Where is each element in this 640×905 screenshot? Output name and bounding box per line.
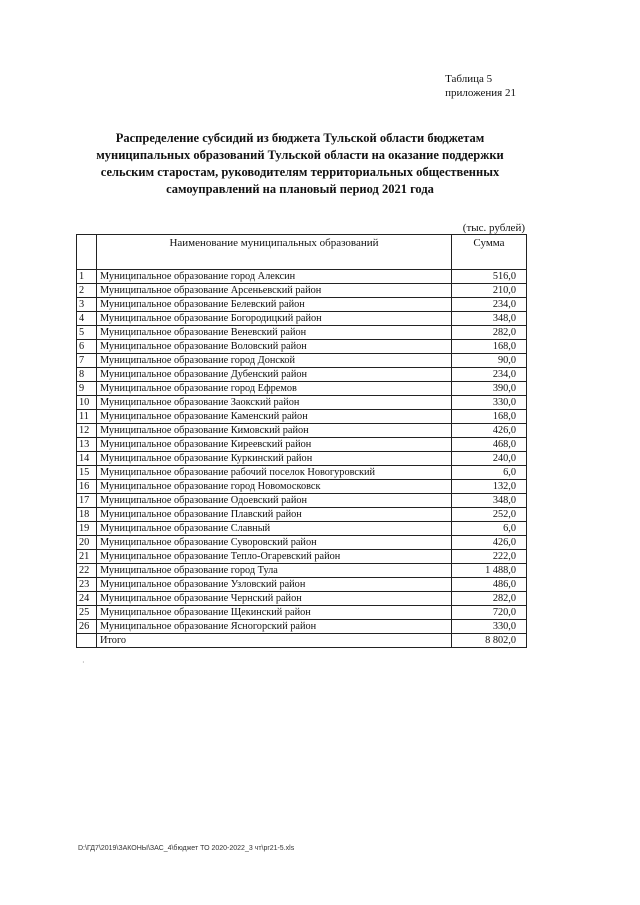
row-number: 5	[77, 326, 97, 340]
document-title: Распределение субсидий из бюджета Тульской области бюджетам муниципальных образований Тульской области на оказание поддержки сельским старостам, руководителям территориальных общественных самоуправлений на плановый период 2021 года	[96, 131, 504, 196]
table-row	[77, 466, 527, 480]
municipality-name: Муниципальное образование Ясногорский район	[97, 620, 452, 634]
subsidy-amount: 6,0	[452, 522, 527, 536]
municipality-name: Муниципальное образование Кимовский район	[97, 424, 452, 438]
row-number: 3	[77, 298, 97, 312]
subsidy-amount: 240,0	[452, 452, 527, 466]
municipality-name: Муниципальное образование Веневский район	[97, 326, 452, 340]
row-number: 4	[77, 312, 97, 326]
table-number: Таблица 5	[445, 73, 493, 85]
municipality-name: Муниципальное образование Киреевский район	[97, 438, 452, 452]
municipality-name: Муниципальное образование Одоевский район	[97, 494, 452, 508]
table-row	[77, 620, 527, 634]
table-body	[77, 270, 527, 648]
row-number: 1	[77, 270, 97, 284]
municipality-name: Муниципальное образование Суворовский район	[97, 536, 452, 550]
municipality-name: Муниципальное образование Чернский район	[97, 592, 452, 606]
subsidy-amount: 1 488,0	[452, 564, 527, 578]
row-number: 15	[77, 466, 97, 480]
municipality-name: Муниципальное образование Заокский район	[97, 396, 452, 410]
subsidy-amount: 282,0	[452, 326, 527, 340]
table-row	[77, 410, 527, 424]
municipality-name: Муниципальное образование Узловский район	[97, 578, 452, 592]
row-number: 24	[77, 592, 97, 606]
municipality-name: Муниципальное образование рабочий поселок Новогуровский	[97, 466, 452, 480]
municipality-name: Муниципальное образование Куркинский район	[97, 452, 452, 466]
municipality-name: Муниципальное образование Дубенский район	[97, 368, 452, 382]
table-row	[77, 536, 527, 550]
table-row	[77, 340, 527, 354]
municipality-name: Муниципальное образование город Тула	[97, 564, 452, 578]
subsidy-amount: 348,0	[452, 494, 527, 508]
table-row	[77, 522, 527, 536]
row-number: 2	[77, 284, 97, 298]
table-row	[77, 452, 527, 466]
subsidy-table	[76, 234, 527, 648]
subsidy-amount: 390,0	[452, 382, 527, 396]
row-number: 6	[77, 340, 97, 354]
table-row	[77, 564, 527, 578]
table-row	[77, 480, 527, 494]
row-number: 10	[77, 396, 97, 410]
table-row	[77, 494, 527, 508]
appendix-number: приложения 21	[445, 87, 516, 99]
municipality-name: Муниципальное образование Щекинский район	[97, 606, 452, 620]
subsidy-amount: 210,0	[452, 284, 527, 298]
row-number: 13	[77, 438, 97, 452]
row-number: 23	[77, 578, 97, 592]
table-row	[77, 606, 527, 620]
subsidy-amount: 486,0	[452, 578, 527, 592]
table-row	[77, 284, 527, 298]
name-column-header: Наименование муниципальных образований	[97, 235, 452, 270]
subsidy-amount: 282,0	[452, 592, 527, 606]
row-number: 21	[77, 550, 97, 564]
subsidy-amount: 168,0	[452, 410, 527, 424]
total-amount: 8 802,0	[452, 634, 527, 648]
table-row	[77, 396, 527, 410]
municipality-name: Муниципальное образование Богородицкий район	[97, 312, 452, 326]
table-row	[77, 438, 527, 452]
subsidy-amount: 720,0	[452, 606, 527, 620]
row-number: 22	[77, 564, 97, 578]
table-row	[77, 592, 527, 606]
table-row	[77, 312, 527, 326]
table-row	[77, 326, 527, 340]
row-number: 26	[77, 620, 97, 634]
municipality-name: Муниципальное образование Арсеньевский район	[97, 284, 452, 298]
row-number: 8	[77, 368, 97, 382]
subsidy-amount: 330,0	[452, 396, 527, 410]
table-row	[77, 424, 527, 438]
municipality-name: Муниципальное образование город Донской	[97, 354, 452, 368]
subsidy-amount: 234,0	[452, 368, 527, 382]
row-number: 12	[77, 424, 97, 438]
total-number-cell	[77, 634, 97, 648]
subsidy-amount: 132,0	[452, 480, 527, 494]
file-path-footer: D:\ГД7\2019\ЗАКОНЫ\ЗАС_4\бюджет ТО 2020-2022_3 чт\pr21-5.xls	[78, 845, 295, 852]
table-row	[77, 270, 527, 284]
sum-column-header: Сумма	[452, 235, 527, 270]
row-number: 19	[77, 522, 97, 536]
row-number: 7	[77, 354, 97, 368]
number-column-header	[77, 235, 97, 270]
subsidy-amount: 516,0	[452, 270, 527, 284]
subsidy-amount: 330,0	[452, 620, 527, 634]
units-label: (тыс. рублей)	[462, 222, 525, 234]
table-row	[77, 382, 527, 396]
subsidy-amount: 468,0	[452, 438, 527, 452]
table-header-row	[77, 235, 527, 270]
subsidy-amount: 90,0	[452, 354, 527, 368]
table-row	[77, 368, 527, 382]
row-number: 11	[77, 410, 97, 424]
municipality-name: Муниципальное образование Воловский район	[97, 340, 452, 354]
row-number: 14	[77, 452, 97, 466]
row-number: 9	[77, 382, 97, 396]
subsidy-amount: 252,0	[452, 508, 527, 522]
row-number: 16	[77, 480, 97, 494]
total-row	[77, 634, 527, 648]
row-number: 25	[77, 606, 97, 620]
row-number: 18	[77, 508, 97, 522]
municipality-name: Муниципальное образование город Новомосковск	[97, 480, 452, 494]
table-reference	[445, 72, 516, 100]
table-row	[77, 354, 527, 368]
subsidy-amount: 6,0	[452, 466, 527, 480]
subsidy-amount: 222,0	[452, 550, 527, 564]
subsidy-amount: 168,0	[452, 340, 527, 354]
municipality-name: Муниципальное образование Белевский район	[97, 298, 452, 312]
subsidy-amount: 426,0	[452, 536, 527, 550]
total-label: Итого	[97, 634, 452, 648]
municipality-name: Муниципальное образование Каменский район	[97, 410, 452, 424]
municipality-name: Муниципальное образование Плавский район	[97, 508, 452, 522]
table-row	[77, 508, 527, 522]
scan-mark: ·	[82, 658, 85, 667]
municipality-name: Муниципальное образование Тепло-Огаревский район	[97, 550, 452, 564]
table-row	[77, 550, 527, 564]
municipality-name: Муниципальное образование Славный	[97, 522, 452, 536]
subsidy-amount: 348,0	[452, 312, 527, 326]
row-number: 20	[77, 536, 97, 550]
subsidy-amount: 234,0	[452, 298, 527, 312]
table-row	[77, 298, 527, 312]
municipality-name: Муниципальное образование город Ефремов	[97, 382, 452, 396]
subsidy-amount: 426,0	[452, 424, 527, 438]
municipality-name: Муниципальное образование город Алексин	[97, 270, 452, 284]
table-row	[77, 578, 527, 592]
row-number: 17	[77, 494, 97, 508]
